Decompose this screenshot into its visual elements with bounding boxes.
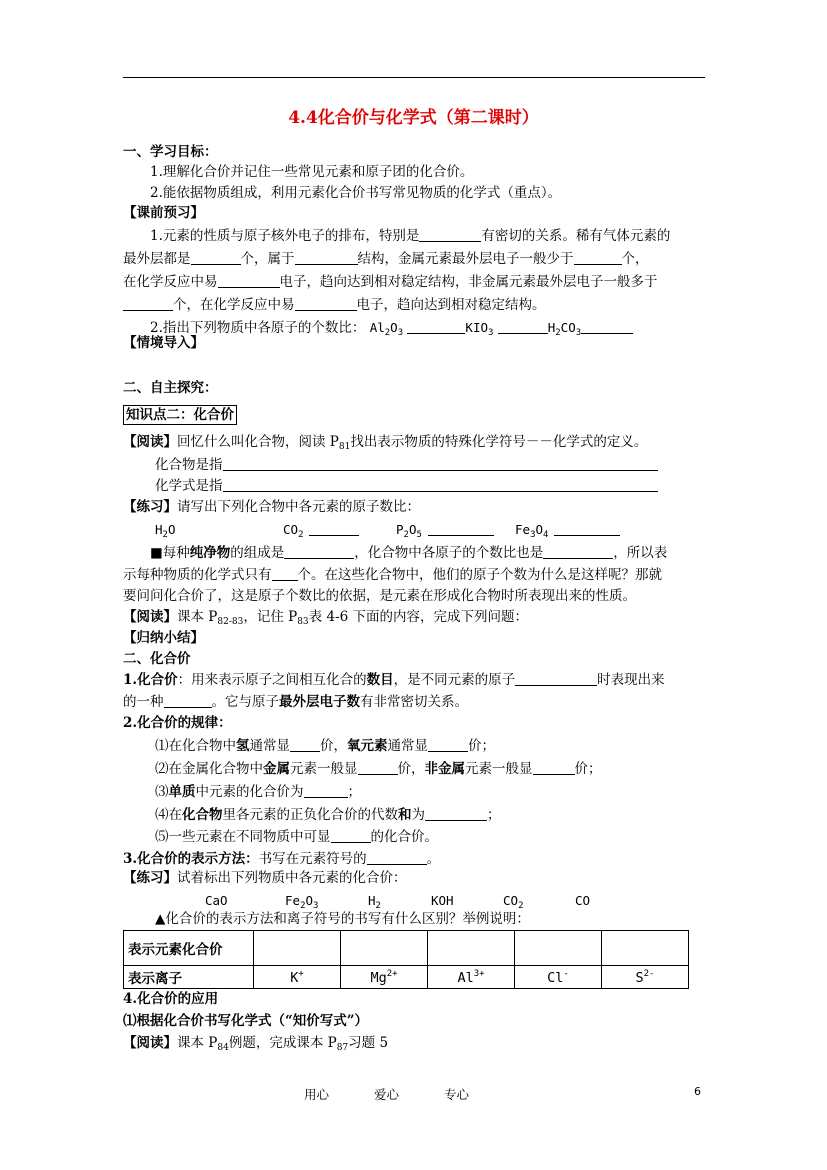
valence-section-heading: 二、化合价 [123, 651, 191, 667]
read-2: 【阅读】课本 $P_{82-83}$，记住 $P_{83}$表 4-6 下面的内容，完成下列问题： [123, 609, 528, 627]
formula-h2o: $H_2O$ [155, 522, 176, 540]
blank[interactable] [581, 319, 633, 334]
application-subheading: ⑴根据化合价书写化学式（“知价写式”） [123, 1013, 369, 1029]
goal-2: 2.能依据物质组成，利用元素化合价书写常见物质的化学式（重点）。 [150, 185, 562, 201]
blank[interactable] [295, 296, 357, 311]
intro-heading: 【情境导入】 [123, 335, 204, 351]
blank[interactable] [123, 296, 173, 311]
rule-4: ⑷在化合物里各元素的正负化合价的代数和为 ； [155, 807, 501, 823]
ion-cl: Cl- [515, 966, 602, 989]
valence-ion-table [123, 930, 689, 989]
row-label-valence: 表示元素化合价 [124, 931, 254, 966]
difference-question: ▲化合价的表示方法和离子符号的书写有什么区别？举例说明： [155, 911, 530, 927]
formula-h2: $H_2$ [368, 893, 381, 911]
practice-1: 【练习】请写出下列化合物中各元素的原子数比： [123, 499, 420, 515]
valence-definition-line-1: 1.化合价：用来表示原子之间相互化合的数目，是不同元素的原子 时表现出来 [123, 672, 665, 688]
ion-k: K+ [254, 966, 341, 989]
blank[interactable] [290, 737, 320, 752]
formula-p2o5: $P_2O_5$ [396, 520, 494, 545]
pure-substance-line-2: 示每种物质的化学式只有 个。在这些化合物中，他们的原子个数为什么是这样呢？那就 [123, 567, 662, 583]
section-goals-heading: 一、学习目标： [123, 144, 218, 160]
formula-co: CO [575, 893, 591, 908]
blank[interactable] [428, 737, 468, 752]
footer-text-1: 用心 [304, 1087, 330, 1102]
application-heading: 4.化合价的应用 [123, 991, 219, 1007]
footer-text-3: 专心 [444, 1087, 470, 1102]
blank[interactable] [358, 760, 398, 775]
blank[interactable] [331, 828, 371, 843]
blank[interactable] [425, 806, 487, 821]
formula-co2-practice: $CO_2$ [503, 893, 524, 911]
formula-fe2o3: $Fe_2O_3$ [285, 893, 319, 911]
preview-line-1: 1.元素的性质与原子核外电子的排布，特别是 有密切的关系。稀有气体元素的 [150, 228, 671, 244]
table-cell-blank[interactable] [428, 931, 515, 966]
blank[interactable] [554, 521, 620, 536]
blank[interactable] [272, 566, 298, 581]
formula-koh: KOH [431, 893, 454, 908]
table-cell-blank[interactable] [602, 931, 689, 966]
section-explore-heading: 二、自主探究： [123, 380, 218, 396]
blank[interactable] [223, 456, 658, 471]
formula-kio3: $KIO_3$ [465, 320, 494, 338]
formula-cao: CaO [205, 893, 228, 908]
row-label-ion: 表示离子 [124, 966, 254, 989]
preview-heading: 【课前预习】 [123, 205, 204, 221]
preview-line-4: 个，在化学反应中易 电子，趋向达到相对稳定结构。 [123, 295, 546, 315]
preview-line-3: 在化学反应中易 电子，趋向达到相对稳定结构，非金属元素最外层电子一般多于 [123, 274, 658, 290]
formula-definition: 化学式是指 [155, 476, 658, 496]
rule-5: ⑸一些元素在不同物质中可显 的化合价。 [155, 829, 438, 845]
table-cell-blank[interactable] [254, 931, 341, 966]
blank[interactable] [309, 521, 359, 536]
formula-fe3o4: $Fe_3O_4$ [515, 520, 620, 545]
footer-text-2: 爱心 [374, 1087, 400, 1102]
header-rule [123, 77, 705, 78]
page-title: 4.4化合价与化学式（第二课时） [288, 108, 539, 128]
ion-s: $S^{2-}$ [602, 966, 689, 989]
formula-al2o3: $Al_2O_3$ [369, 320, 404, 338]
blank[interactable] [164, 693, 212, 708]
ion-al: $Al^{3+}$ [428, 966, 515, 989]
blank[interactable] [367, 850, 427, 865]
blank[interactable] [533, 760, 575, 775]
pure-substance-line-1: ■每种纯净物的组成是 ，化合物中各原子的个数比也是 ，所以表 [150, 545, 668, 561]
blank[interactable] [428, 521, 494, 536]
ion-mg: $Mg^{2+}$ [341, 966, 428, 989]
blank[interactable] [218, 273, 280, 288]
blank[interactable] [498, 319, 548, 334]
page-number: 6 [694, 1085, 701, 1098]
compound-definition: 化合物是指 [155, 455, 658, 475]
table-cell-blank[interactable] [515, 931, 602, 966]
table-cell-blank[interactable] [341, 931, 428, 966]
rule-3: ⑶单质中元素的化合价为 ； [155, 784, 361, 800]
read-1: 【阅读】回忆什么叫化合物，阅读 $P_{81}$找出表示物质的特殊化学符号－－化学式的定义。 [123, 434, 648, 452]
pure-substance-line-3: 要问问化合价了，这是原子个数比的依据，是元素在形成化合物时所表现出来的性质。 [123, 588, 636, 604]
blank[interactable] [543, 544, 613, 559]
rule-2: ⑵在金属化合物中金属元素一般显 价，非金属元素一般显 价； [155, 761, 602, 777]
read-3: 【阅读】课本 $P_{84}$例题，完成课本 $P_{87}$习题 5 [123, 1035, 389, 1053]
blank[interactable] [304, 783, 348, 798]
rule-1: ⑴在化合物中氢通常显 价，氧元素通常显 价； [155, 738, 495, 754]
rules-heading: 2.化合价的规律： [123, 715, 232, 731]
blank[interactable] [223, 477, 658, 492]
practice-1-compounds [155, 520, 175, 545]
goal-1: 1.理解化合价并记住一些常见元素和原子团的化合价。 [150, 164, 474, 180]
blank[interactable] [515, 671, 597, 686]
representation-line: 3.化合价的表示方法：书写在元素符号的 。 [123, 851, 441, 867]
formula-h2co3: $H_2CO_3$ [547, 320, 582, 338]
summary-heading: 【归纳小结】 [123, 630, 204, 646]
blank[interactable] [295, 250, 358, 265]
preview-q2: 2.指出下列物质中各原子的个数比： $Al_2O_3$ $KIO_3$ $H_2CO_3$ [150, 318, 633, 343]
valence-definition-line-2: 的一种 。它与原子最外层电子数有非常密切关系。 [123, 694, 468, 710]
blank[interactable] [191, 250, 241, 265]
practice-2: 【练习】试着标出下列物质中各元素的化合价： [123, 870, 407, 886]
blank[interactable] [407, 319, 465, 334]
knowledge-point-heading: 知识点二：化合价 [123, 405, 237, 425]
blank[interactable] [419, 227, 481, 242]
formula-co2: $CO_2$ [283, 520, 359, 545]
blank[interactable] [574, 250, 622, 265]
blank[interactable] [284, 544, 354, 559]
preview-line-2: 最外层都是 个，属于 结构，金属元素最外层电子一般少于 个， [123, 251, 649, 267]
